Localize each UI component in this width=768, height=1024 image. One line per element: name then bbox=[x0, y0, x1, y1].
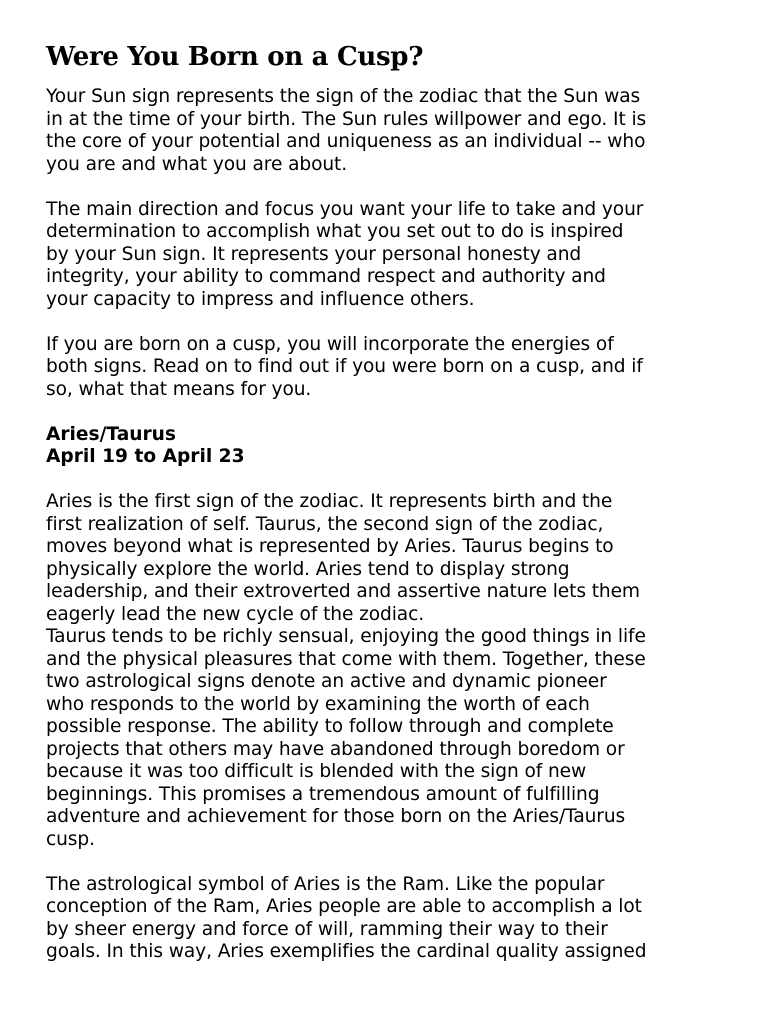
document-page bbox=[46, 40, 736, 964]
paragraph-spacer bbox=[46, 311, 736, 334]
section-heading: Aries/Taurus bbox=[46, 423, 176, 445]
symbol-paragraph: The astrological symbol of Aries is the Ram. Like the popular conception of the Ram, Aries people are able to accomplish a lot by sheer energy and force of will, ramming their way to their goals. In this way, Aries exemplifies the cardinal quality assigned bbox=[46, 873, 647, 962]
direction-paragraph: The main direction and focus you want your life to take and your determination to accomplish what you set out to do is inspired by your Sun sign. It represents your personal honesty and integrity, your ability to command respect and authority and your capacity to impress and influence others. bbox=[46, 198, 644, 310]
intro-paragraph: Your Sun sign represents the sign of the zodiac that the Sun was in at the time of your birth. The Sun rules willpower and ego. It is the core of your potential and uniqueness as an individual -- who you are and what you are about. bbox=[46, 86, 647, 175]
section-dates: April 19 to April 23 bbox=[46, 446, 245, 467]
cusp-paragraph: If you are born on a cusp, you will incorporate the energies of both signs. Read on to find out if you were born on a cusp, and if so, what that means for you. bbox=[46, 333, 643, 400]
paragraph-spacer bbox=[46, 176, 736, 199]
aries-paragraph: Aries is the first sign of the zodiac. It represents birth and the first realization of self. Taurus, the second sign of the zodiac, moves beyond what is represented by Aries. Taurus begins to physically explore the world. Aries tend to display strong leadership, and their extroverted and assertive nature lets them eagerly lead the new cycle of the zodiac. bbox=[46, 491, 640, 625]
paragraph-spacer bbox=[46, 401, 736, 424]
paragraph-spacer bbox=[46, 851, 736, 874]
document-title: Were You Born on a Cusp? bbox=[46, 42, 424, 72]
paragraph-spacer bbox=[46, 469, 736, 492]
taurus-paragraph: Taurus tends to be richly sensual, enjoying the good things in life and the physical pleasures that come with them. Together, these two astrological signs denote an active and dynamic pioneer who responds to the world by examining the worth of each possible response. The ability to follow through and complete projects that others may have abandoned through boredom or because it was too difficult is blended with the sign of new beginnings. This promises a tremendous amount of fulfilling adventure and achievement for those born on the Aries/Taurus cusp. bbox=[46, 626, 646, 850]
